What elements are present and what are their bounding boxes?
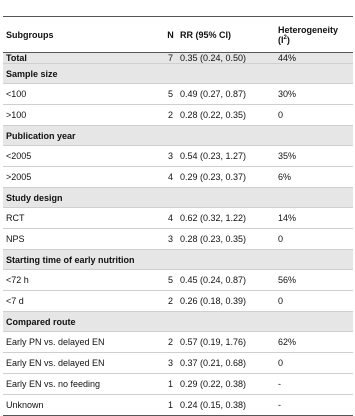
section-label: Publication year xyxy=(6,130,76,141)
rr-cell: 0.49 (0.27, 0.87) xyxy=(180,89,247,99)
subgroup-cell: <7 d xyxy=(6,296,24,306)
subgroup-cell: <100 xyxy=(6,89,27,99)
total-row xyxy=(3,53,353,64)
subgroup-cell: RCT xyxy=(6,213,25,223)
heterogeneity-cell: 44% xyxy=(278,53,297,63)
n-cell: 1 xyxy=(167,400,173,410)
subgroup-cell: Early EN vs. delayed EN xyxy=(6,358,105,368)
rr-cell: 0.29 (0.22, 0.38) xyxy=(180,379,247,389)
heterogeneity-cell: 0 xyxy=(278,110,284,120)
table-row xyxy=(3,84,353,105)
subgroup-cell: Total xyxy=(6,53,27,63)
header-rr: RR (95% CI) xyxy=(180,29,232,40)
rr-cell: 0.37 (0.21, 0.68) xyxy=(180,358,247,368)
n-cell: 4 xyxy=(167,172,173,182)
n-cell: 3 xyxy=(167,358,173,368)
header-n: N xyxy=(167,29,174,40)
subgroup-cell: >2005 xyxy=(6,172,32,182)
table-header xyxy=(3,17,353,53)
n-cell: 2 xyxy=(167,296,173,306)
header-het-sup: 2 xyxy=(283,34,287,41)
subgroup-cell: >100 xyxy=(6,110,27,120)
rr-cell: 0.35 (0.24, 0.50) xyxy=(180,53,247,63)
subgroup-cell: <72 h xyxy=(6,275,29,285)
section-label: Sample size xyxy=(6,68,58,79)
heterogeneity-cell: 56% xyxy=(278,275,297,285)
heterogeneity-cell: 14% xyxy=(278,213,297,223)
n-cell: 7 xyxy=(167,53,173,63)
header-heterogeneity xyxy=(275,17,353,53)
section-row xyxy=(3,250,353,270)
subgroup-cell: Early PN vs. delayed EN xyxy=(6,337,105,347)
subgroup-cell: <2005 xyxy=(6,151,32,161)
rr-cell: 0.26 (0.18, 0.39) xyxy=(180,296,247,306)
heterogeneity-cell: 35% xyxy=(278,151,297,161)
rr-cell: 0.45 (0.24, 0.87) xyxy=(180,275,247,285)
section-row xyxy=(3,312,353,332)
section-row xyxy=(3,126,353,146)
header-het-line1: Heterogeneity xyxy=(278,24,339,35)
heterogeneity-cell: 0 xyxy=(278,234,284,244)
heterogeneity-cell: 6% xyxy=(278,172,292,182)
header-subgroups: Subgroups xyxy=(6,29,54,40)
table-row xyxy=(3,374,353,395)
table-row xyxy=(3,291,353,312)
table-row xyxy=(3,270,353,291)
table-row xyxy=(3,167,353,188)
subgroup-cell: NPS xyxy=(6,234,25,244)
subgroup-cell: Early EN vs. no feeding xyxy=(6,379,101,389)
section-row xyxy=(3,188,353,208)
section-row xyxy=(3,64,353,84)
n-cell: 5 xyxy=(167,89,173,99)
rr-cell: 0.29 (0.23, 0.37) xyxy=(180,172,247,182)
table-row xyxy=(3,395,353,416)
n-cell: 2 xyxy=(167,110,173,120)
subgroup-cell: Unknown xyxy=(6,400,44,410)
heterogeneity-cell: 62% xyxy=(278,337,297,347)
rr-cell: 0.57 (0.19, 1.76) xyxy=(180,337,247,347)
rr-cell: 0.24 (0.15, 0.38) xyxy=(180,400,247,410)
header-het-close: ) xyxy=(286,34,290,45)
table-row xyxy=(3,208,353,229)
section-label: Starting time of early nutrition xyxy=(6,254,135,265)
rr-cell: 0.28 (0.22, 0.35) xyxy=(180,110,247,120)
n-cell: 4 xyxy=(167,213,173,223)
table-row xyxy=(3,332,353,353)
table-body xyxy=(3,53,353,416)
section-label: Study design xyxy=(6,192,63,203)
n-cell: 3 xyxy=(167,234,173,244)
heterogeneity-cell: 0 xyxy=(278,296,284,306)
n-cell: 5 xyxy=(167,275,173,285)
subgroup-analysis-table xyxy=(3,16,353,416)
n-cell: 2 xyxy=(167,337,173,347)
rr-cell: 0.54 (0.23, 1.27) xyxy=(180,151,247,161)
header-row xyxy=(3,17,353,53)
table-row xyxy=(3,105,353,126)
heterogeneity-cell: 0 xyxy=(278,358,284,368)
heterogeneity-cell: - xyxy=(278,379,281,389)
n-cell: 1 xyxy=(167,379,173,389)
heterogeneity-cell: 30% xyxy=(278,89,297,99)
table-row xyxy=(3,353,353,374)
heterogeneity-cell: - xyxy=(278,400,281,410)
header-het-open: (I xyxy=(278,34,284,45)
table-row xyxy=(3,229,353,250)
n-cell: 3 xyxy=(167,151,173,161)
section-label: Compared route xyxy=(6,316,76,327)
rr-cell: 0.28 (0.23, 0.35) xyxy=(180,234,247,244)
rr-cell: 0.62 (0.32, 1.22) xyxy=(180,213,247,223)
table-row xyxy=(3,146,353,167)
